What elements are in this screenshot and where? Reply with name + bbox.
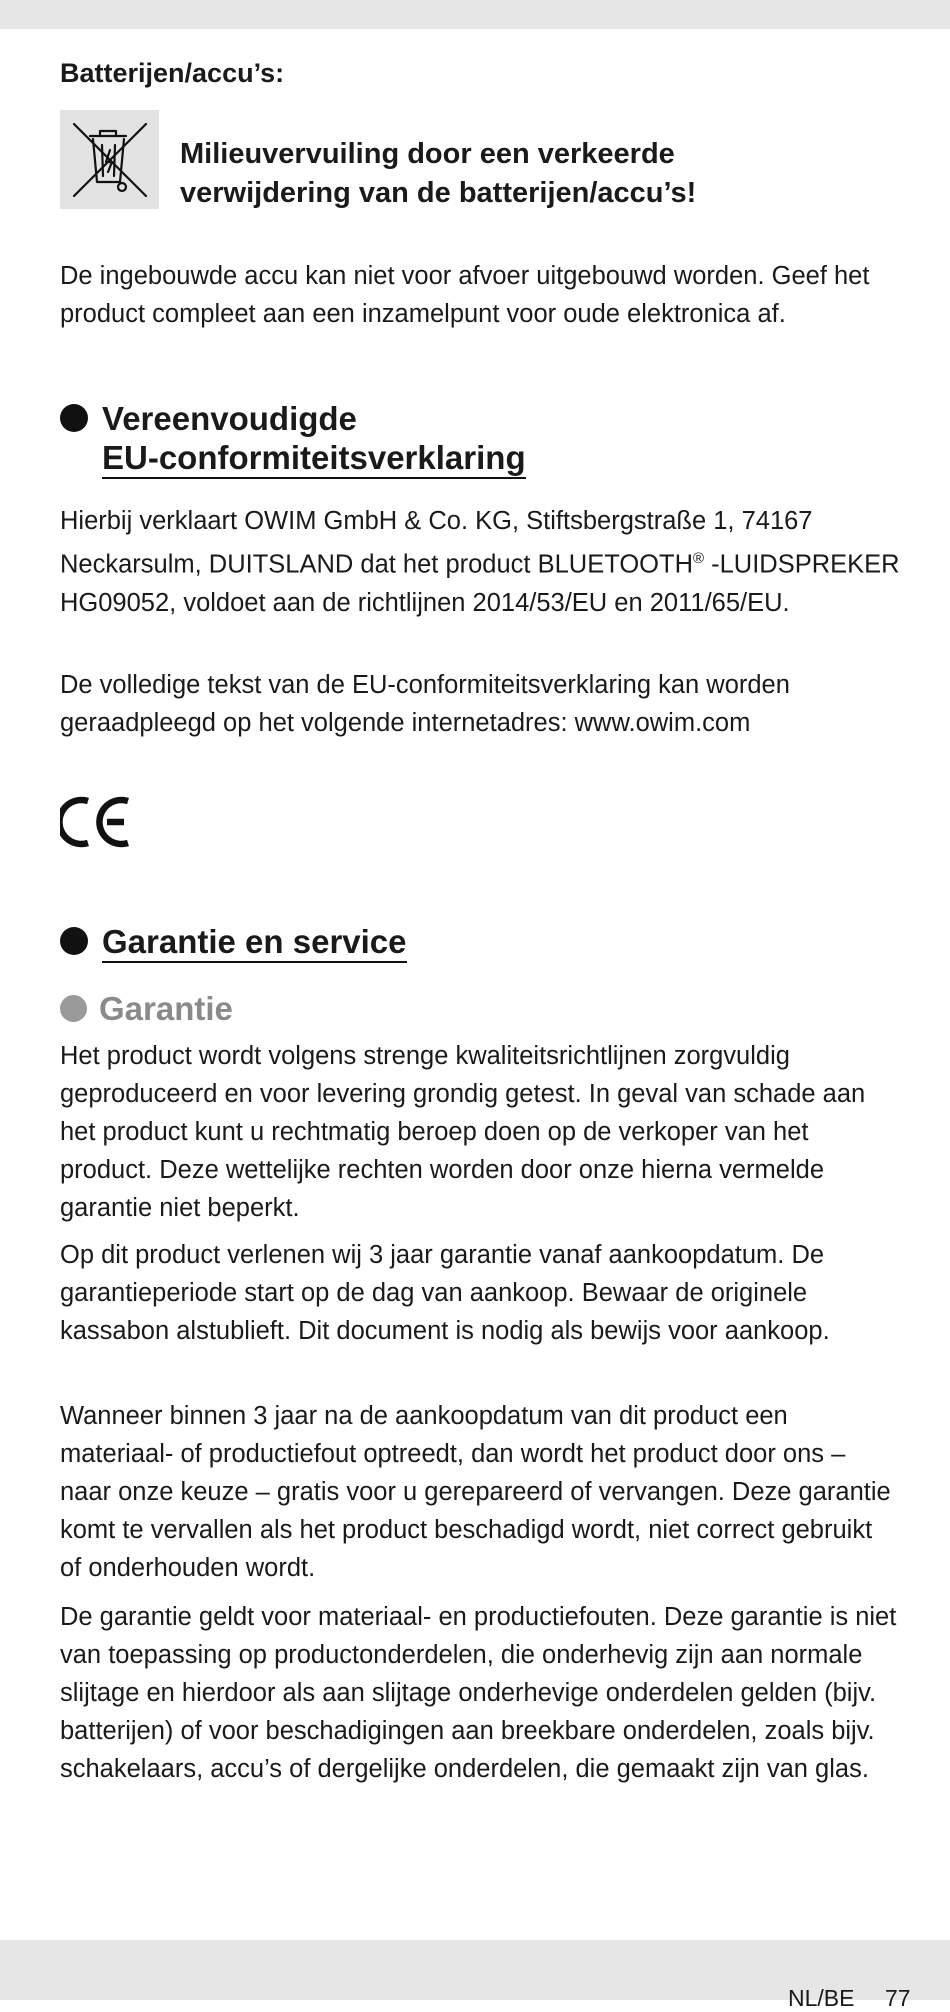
warranty-heading-text: Garantie en service bbox=[102, 923, 407, 963]
conformity-heading-line1: Vereenvoudigde bbox=[102, 400, 357, 437]
warranty-paragraph-3: Wanneer binnen 3 jaar na de aankoopdatum van dit product een materiaal- of productiefout optreedt, dan wordt het product door ons – naar onze keuze – gratis voor u gerepareerd of vervangen. Deze garantie komt te vervallen als het product beschadigd wordt, niet correct gebruikt of onderhouden wordt. bbox=[60, 1402, 891, 1582]
conformity-paragraph-1 bbox=[60, 502, 900, 622]
warranty-heading bbox=[60, 922, 900, 966]
top-band bbox=[0, 0, 950, 29]
warranty-paragraph-1: Het product wordt volgens strenge kwaliteitsrichtlijnen zorgvuldig geproduceerd en voor levering grondig getest. In geval van schade aan het product kunt u rechtmatig beroep doen op de verkoper van het product. Deze wettelijke rechten worden door onze hierna vermelde garantie niet beperkt. bbox=[60, 1042, 866, 1222]
battery-text: De ingebouwde accu kan niet voor afvoer uitgebouwd worden. Geef het product compleet aan een inzamelpunt voor oude elektronica af. bbox=[60, 262, 870, 328]
warranty-paragraph-2: Op dit product verlenen wij 3 jaar garantie vanaf aankoopdatum. De garantieperiode start op de dag van aankoop. Bewaar de originele kassabon alstublieft. Dit document is nodig als bewijs voor aankoop. bbox=[60, 1241, 830, 1345]
conformity-p1-part2: -LUIDSPREKER HG09052, voldoet aan de richtlijnen 2014/53/EU en 2011/65/EU. bbox=[60, 550, 900, 617]
conformity-p1-part1: Hierbij verklaart OWIM GmbH & Co. KG, Stiftsbergstraße 1, 74167 Neckarsulm, DUITSLAND dat het product BLUETOOTH bbox=[60, 507, 813, 579]
battery-warning-line1: Milieuvervuiling door een verkeerde bbox=[180, 138, 675, 170]
battery-heading: Batterijen/accu’s: bbox=[60, 58, 285, 88]
battery-warning-line2: verwijdering van de batterijen/accu’s! bbox=[180, 177, 697, 209]
weee-bin-icon bbox=[60, 110, 159, 209]
footer-language: NL/BE bbox=[788, 1985, 855, 2011]
ce-mark-icon bbox=[60, 796, 132, 848]
warranty-subheading-text: Garantie bbox=[99, 990, 233, 1027]
bullet-icon bbox=[60, 404, 88, 432]
registered-mark: ® bbox=[692, 550, 705, 567]
conformity-heading bbox=[60, 399, 900, 479]
bullet-icon bbox=[60, 995, 87, 1022]
page-number: 77 bbox=[885, 1985, 911, 2011]
bullet-icon bbox=[60, 927, 88, 955]
battery-warning-title bbox=[180, 135, 696, 213]
conformity-heading-line2: EU-conformiteitsverklaring bbox=[102, 439, 526, 479]
warranty-subheading bbox=[60, 989, 900, 1031]
conformity-paragraph-2: De volledige tekst van de EU-conformiteitsverklaring kan worden geraadpleegd op het volgende internetadres: www.owim.com bbox=[60, 671, 790, 737]
warranty-paragraph-4: De garantie geldt voor materiaal- en productiefouten. Deze garantie is niet van toepassing op productonderdelen, die onderhevig zijn aan normale slijtage en hierdoor als aan slijtage onderhevige onderdelen gelden (bijv. batterijen) of voor beschadigingen aan breekbare onderdelen, zoals bijv. schakelaars, accu’s of dergelijke onderdelen, die gemaakt zijn van glas. bbox=[60, 1603, 897, 1783]
